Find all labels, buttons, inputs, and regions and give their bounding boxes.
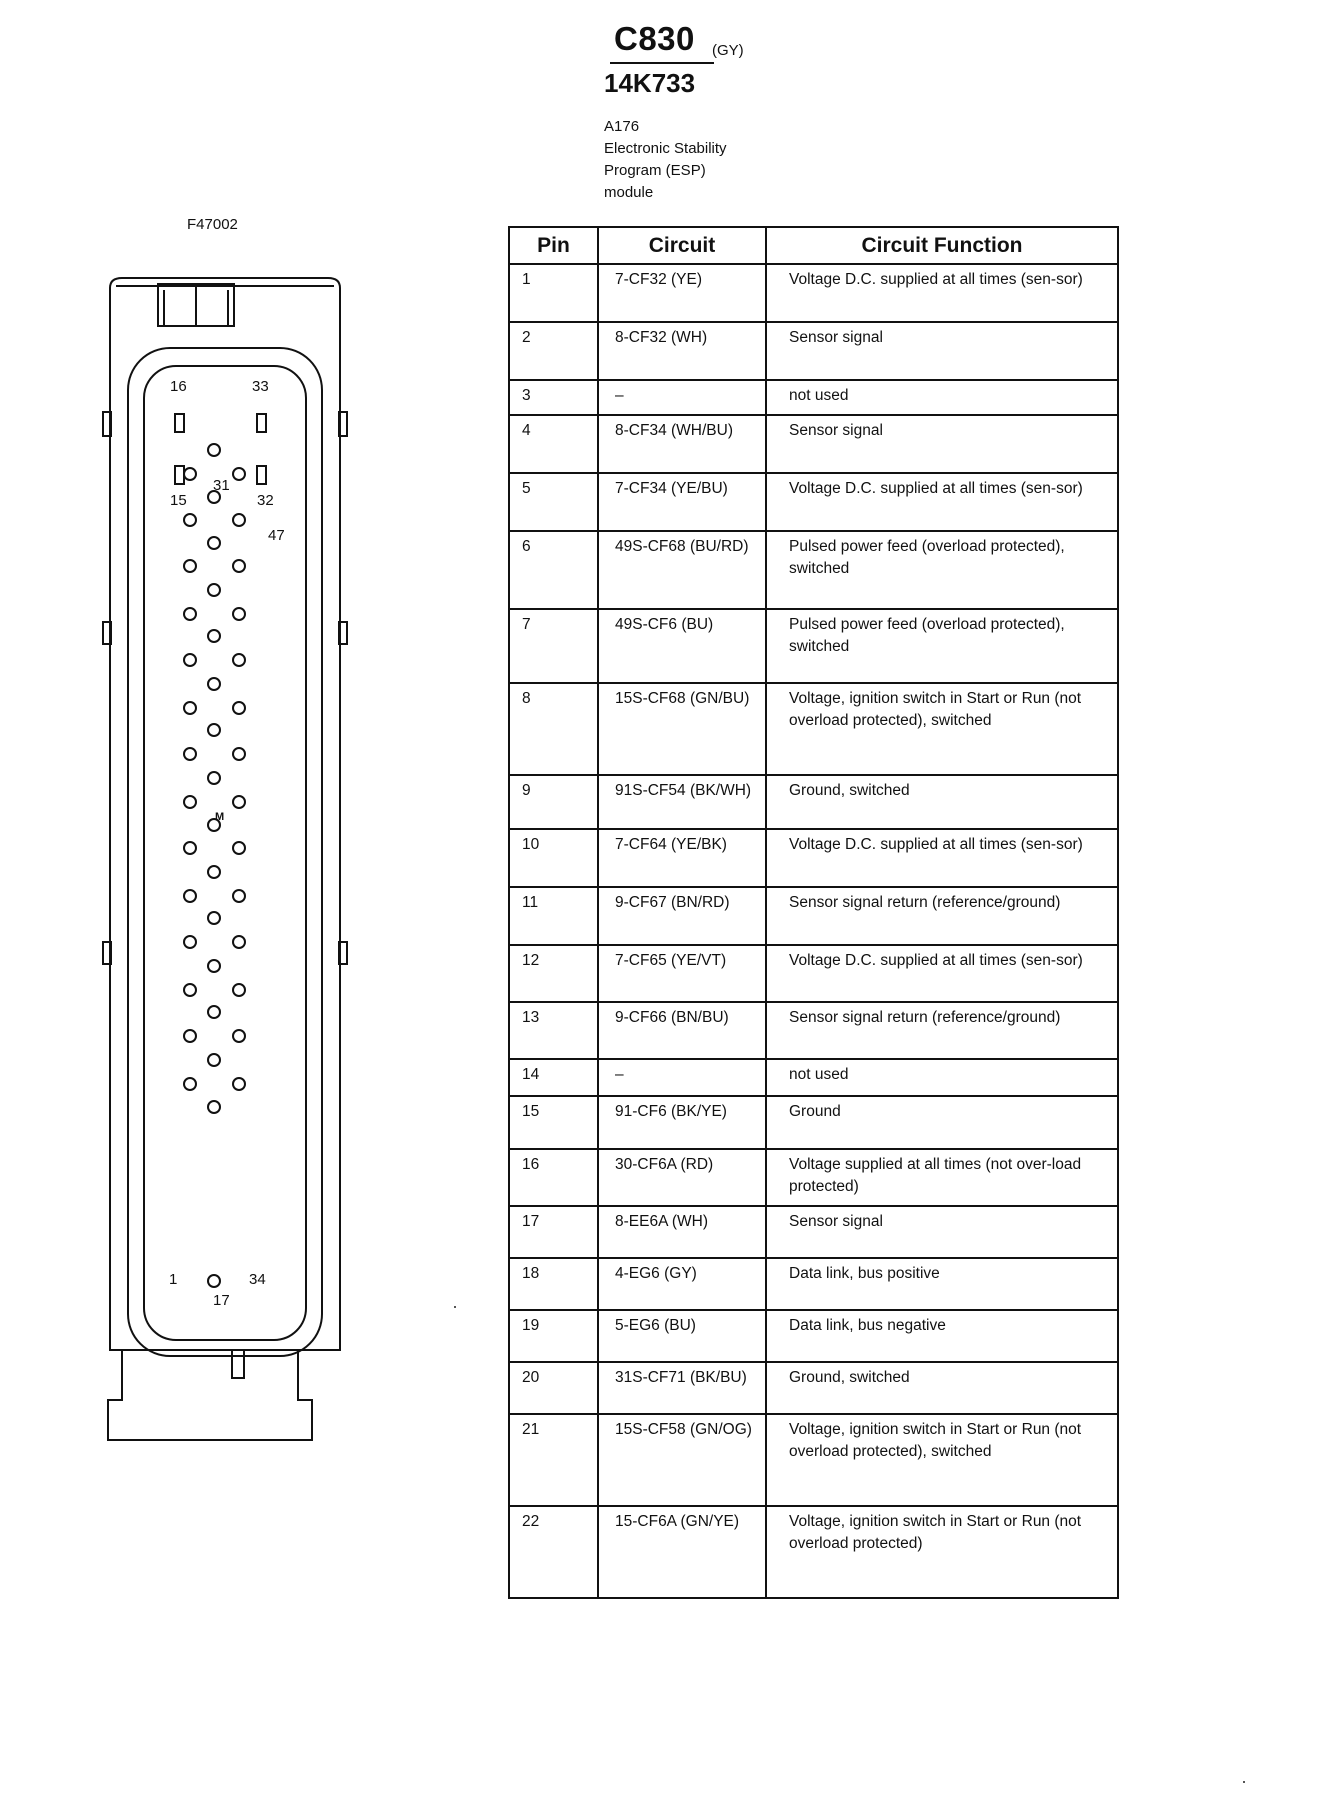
table-row [509,322,1118,380]
pin-cell: 10 [509,829,598,887]
function-cell: Sensor signal [766,415,1118,473]
pin-hole [184,796,196,808]
pin-hole [184,468,196,480]
pin-hole [184,608,196,620]
function-cell: Voltage, ignition switch in Start or Run (not overload protected), switched [766,1414,1118,1506]
pin-label-16: 16 [170,378,187,395]
pin-cell: 16 [509,1149,598,1206]
table-row [509,1059,1118,1096]
circuit-cell: 8-CF32 (WH) [598,322,766,380]
function-cell: Pulsed power feed (overload protected), switched [766,531,1118,609]
circuit-cell: 15S-CF58 (GN/OG) [598,1414,766,1506]
pin-cell: 9 [509,775,598,829]
function-cell: Sensor signal [766,322,1118,380]
pin-cell: 8 [509,683,598,775]
function-cell: Voltage D.C. supplied at all times (sen-sor) [766,945,1118,1002]
table-row [509,1310,1118,1362]
pin-cell: 19 [509,1310,598,1362]
pin-hole [184,1078,196,1090]
pin-cell: 13 [509,1002,598,1059]
pin-cell: 18 [509,1258,598,1310]
table-row [509,1362,1118,1414]
module-name-line: Program (ESP) [604,162,706,179]
pin-label-32: 32 [257,492,274,509]
pin-table [508,226,1119,1599]
pin-hole [233,468,245,480]
pin-hole [233,1078,245,1090]
table-header-row [509,227,1118,264]
function-cell: Ground [766,1096,1118,1149]
circuit-cell: 91-CF6 (BK/YE) [598,1096,766,1149]
pin-label-17: 17 [213,1292,230,1309]
table-row [509,1002,1118,1059]
pin-hole [208,537,220,549]
pin-hole [184,842,196,854]
part-number: 14K733 [604,68,696,98]
table-row [509,1258,1118,1310]
pin-cell: 2 [509,322,598,380]
table-row [509,415,1118,473]
pin-label-33: 33 [252,378,269,395]
circuit-cell: 5-EG6 (BU) [598,1310,766,1362]
pin-hole [233,654,245,666]
header-function: Circuit Function [766,227,1118,264]
function-cell: not used [766,380,1118,415]
pin-hole [233,560,245,572]
pin-hole [184,514,196,526]
function-cell: Sensor signal [766,1206,1118,1258]
circuit-cell: 49S-CF6 (BU) [598,609,766,683]
pin-cell: 11 [509,887,598,945]
pin-hole [233,796,245,808]
function-cell: Pulsed power feed (overload protected), switched [766,609,1118,683]
pin-hole [208,678,220,690]
circuit-cell: 31S-CF71 (BK/BU) [598,1362,766,1414]
table-row [509,1506,1118,1598]
pin-hole [208,912,220,924]
pin-label-31: 31 [213,477,230,494]
pin-hole [208,630,220,642]
circuit-cell: 7-CF64 (YE/BK) [598,829,766,887]
function-cell: Voltage supplied at all times (not over-load protected) [766,1149,1118,1206]
function-cell: Ground, switched [766,775,1118,829]
pin-hole [233,702,245,714]
pin-hole [233,514,245,526]
circuit-cell: 4-EG6 (GY) [598,1258,766,1310]
center-mark: M [215,811,225,823]
circuit-cell: 8-CF34 (WH/BU) [598,415,766,473]
seal-inner [144,366,306,1340]
table-row [509,683,1118,775]
function-cell: not used [766,1059,1118,1096]
table-row [509,1149,1118,1206]
pin-hole [184,654,196,666]
pin-hole [233,984,245,996]
table-row [509,1414,1118,1506]
circuit-cell: 15-CF6A (GN/YE) [598,1506,766,1598]
circuit-cell: 7-CF32 (YE) [598,264,766,322]
pin-cell: 22 [509,1506,598,1598]
circuit-cell: 91S-CF54 (BK/WH) [598,775,766,829]
pin-hole [233,890,245,902]
scan-speck [1243,1781,1245,1783]
table-row [509,380,1118,415]
table-row [509,264,1118,322]
scan-speck [454,1306,456,1308]
title-divider [610,62,714,64]
header-circuit: Circuit [598,227,766,264]
pin-hole [208,1006,220,1018]
figure-code: F47002 [187,216,238,233]
function-cell: Sensor signal return (reference/ground) [766,1002,1118,1059]
pin-slot [257,466,266,484]
circuit-cell: 15S-CF68 (GN/BU) [598,683,766,775]
table-row [509,531,1118,609]
circuit-cell: 9-CF67 (BN/RD) [598,887,766,945]
function-cell: Sensor signal return (reference/ground) [766,887,1118,945]
circuit-cell: 7-CF34 (YE/BU) [598,473,766,531]
pin-hole [208,1275,220,1287]
pin-cell: 15 [509,1096,598,1149]
pin-hole [233,748,245,760]
circuit-cell: 49S-CF68 (BU/RD) [598,531,766,609]
table-row [509,829,1118,887]
pin-hole [233,608,245,620]
pin-cell: 20 [509,1362,598,1414]
pin-cell: 12 [509,945,598,1002]
circuit-cell: 7-CF65 (YE/VT) [598,945,766,1002]
pin-cell: 21 [509,1414,598,1506]
connector-face-diagram [100,270,350,1450]
function-cell: Voltage D.C. supplied at all times (sen-sor) [766,473,1118,531]
pin-hole [184,984,196,996]
pin-label-15: 15 [170,492,187,509]
circuit-cell: – [598,380,766,415]
pin-hole [233,936,245,948]
function-cell: Ground, switched [766,1362,1118,1414]
connector-base [108,1350,312,1440]
table-row [509,887,1118,945]
pin-hole [184,890,196,902]
pin-label-47: 47 [268,527,285,544]
module-code: A176 [604,118,640,135]
table-row [509,1096,1118,1149]
pin-label-1: 1 [169,1271,178,1288]
pin-cell: 6 [509,531,598,609]
connector-id: C830 [614,20,695,57]
header-pin: Pin [509,227,598,264]
pin-hole [184,560,196,572]
table-row [509,473,1118,531]
function-cell: Data link, bus negative [766,1310,1118,1362]
table-row [509,1206,1118,1258]
pin-hole [208,444,220,456]
circuit-cell: 9-CF66 (BN/BU) [598,1002,766,1059]
table-row [509,945,1118,1002]
pin-hole [208,866,220,878]
module-name-line: Electronic Stability [604,140,727,157]
pin-cell: 4 [509,415,598,473]
connector-color: (GY) [712,42,744,59]
module-name-line: module [604,184,654,201]
table-row [509,775,1118,829]
pin-cell: 5 [509,473,598,531]
base-key [232,1350,244,1378]
pin-hole [184,936,196,948]
pin-hole [208,772,220,784]
pin-hole [184,702,196,714]
circuit-cell: 30-CF6A (RD) [598,1149,766,1206]
pin-hole [208,584,220,596]
function-cell: Voltage, ignition switch in Start or Run (not overload protected) [766,1506,1118,1598]
pin-hole [184,748,196,760]
pin-hole [184,1030,196,1042]
pin-cell: 1 [509,264,598,322]
pin-hole [208,1101,220,1113]
pin-label-34: 34 [249,1271,266,1288]
pin-hole [208,960,220,972]
function-cell: Voltage, ignition switch in Start or Run (not overload protected), switched [766,683,1118,775]
pin-slot [175,414,184,432]
seal-outer [128,348,322,1356]
circuit-cell: – [598,1059,766,1096]
pin-hole [233,842,245,854]
pin-cell: 3 [509,380,598,415]
function-cell: Data link, bus positive [766,1258,1118,1310]
circuit-cell: 8-EE6A (WH) [598,1206,766,1258]
pin-cell: 17 [509,1206,598,1258]
function-cell: Voltage D.C. supplied at all times (sen-sor) [766,264,1118,322]
pin-cell: 7 [509,609,598,683]
table-row [509,609,1118,683]
pin-cell: 14 [509,1059,598,1096]
pin-slot [257,414,266,432]
pin-hole [233,1030,245,1042]
pin-hole [208,724,220,736]
pin-slot [175,466,184,484]
pin-hole [208,1054,220,1066]
function-cell: Voltage D.C. supplied at all times (sen-sor) [766,829,1118,887]
